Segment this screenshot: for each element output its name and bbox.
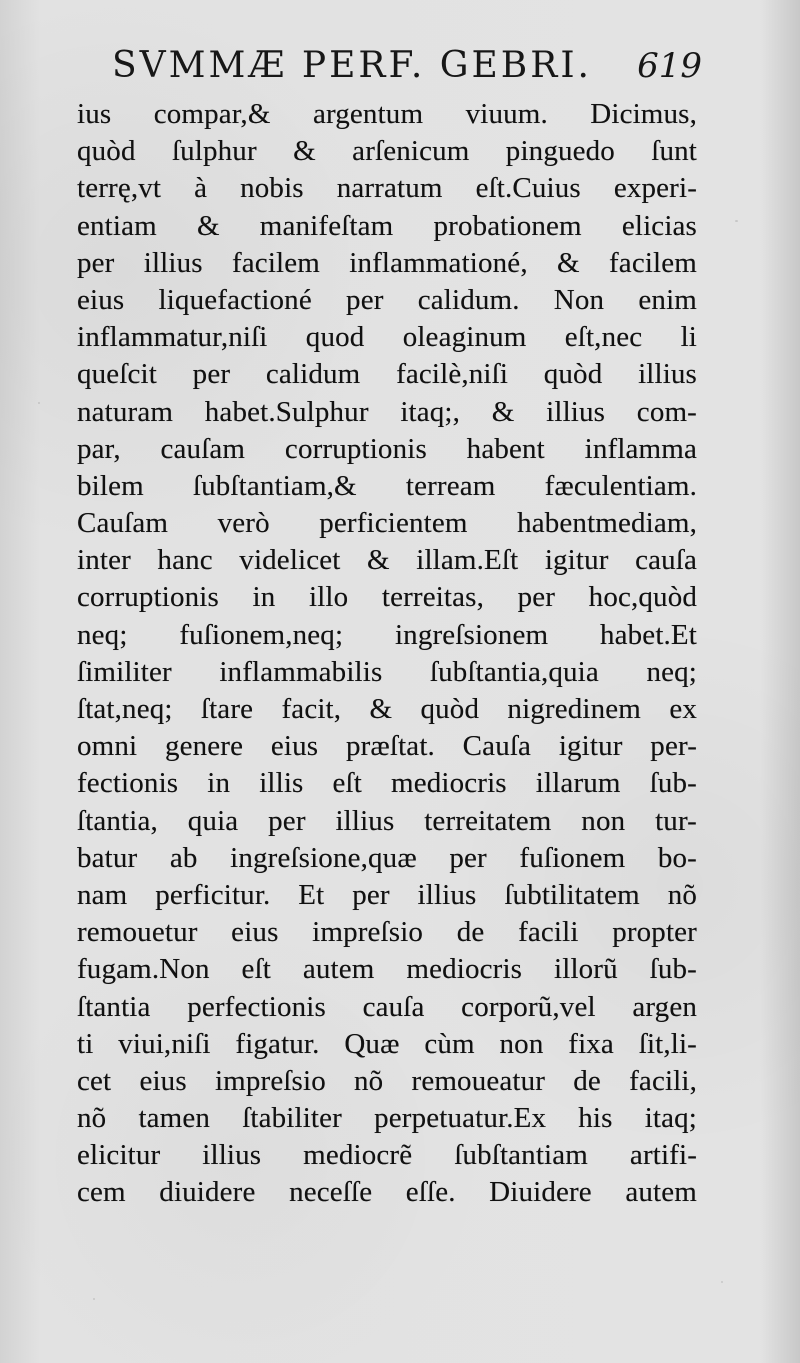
page-number: 619 <box>637 46 702 86</box>
paper-speck <box>735 220 738 222</box>
text-line: fectionis in illis eſt mediocris illarum ſub- <box>77 767 697 800</box>
text-line: cem diuidere neceſſe eſſe. Diuidere autem <box>77 1176 697 1209</box>
text-line: per illius facilem inflammationé, & facilem <box>77 246 697 279</box>
text-line: cet eius impreſsio nõ remoueatur de facili, <box>77 1064 697 1097</box>
paper-speck <box>93 1298 95 1300</box>
body-text <box>77 96 697 1212</box>
text-line: Cauſam verò perficientem habentmediam, <box>77 507 697 540</box>
text-line: nam perficitur. Et per illius ſubtilitatem nõ <box>77 878 697 911</box>
text-line: terrę,vt à nobis narratum eſt.Cuius experi- <box>77 172 697 205</box>
text-line: ti viui,niſi figatur. Quæ cùm non fixa ſit,li- <box>77 1027 697 1060</box>
page-title: SVMMÆ PERF. GEBRI. <box>112 45 592 86</box>
text-line: inflammatur,niſi quod oleaginum eſt,nec li <box>77 321 697 354</box>
text-line: inter hanc videlicet & illam.Eſt igitur cauſa <box>77 544 697 577</box>
paper-speck <box>38 402 40 404</box>
text-line: neq; fuſionem,neq; ingreſsionem habet.Et <box>77 618 697 651</box>
text-line: remouetur eius impreſsio de facili propter <box>77 916 697 949</box>
paper-speck <box>721 1281 723 1283</box>
text-line: par, cauſam corruptionis habent inflamma <box>77 432 697 465</box>
text-line: ſtantia perfectionis cauſa corporũ,vel argen <box>77 990 697 1023</box>
text-line: ſimiliter inflammabilis ſubſtantia,quia neq; <box>77 655 697 688</box>
text-line: quòd ſulphur & arſenicum pinguedo ſunt <box>77 135 697 168</box>
text-line: nõ tamen ſtabiliter perpetuatur.Ex his itaq; <box>77 1102 697 1135</box>
text-line: queſcit per calidum facilè,niſi quòd illius <box>77 358 697 391</box>
text-line: corruptionis in illo terreitas, per hoc,quòd <box>77 581 697 614</box>
text-line: fugam.Non eſt autem mediocris illorũ ſub- <box>77 953 697 986</box>
text-line: omni genere eius præſtat. Cauſa igitur per- <box>77 730 697 763</box>
text-line: eius liquefactioné per calidum. Non enim <box>77 283 697 316</box>
text-line: bilem ſubſtantiam,& terream fæculentiam. <box>77 469 697 502</box>
text-line: entiam & manifeſtam probationem elicias <box>77 209 697 242</box>
text-line: batur ab ingreſsione,quæ per fuſionem bo- <box>77 841 697 874</box>
running-head <box>112 44 702 88</box>
text-line: ſtat,neq; ſtare facit, & quòd nigredinem ex <box>77 693 697 725</box>
text-line: naturam habet.Sulphur itaq;, & illius com- <box>77 395 697 428</box>
text-line: ſtantia, quia per illius terreitatem non tur- <box>77 804 697 837</box>
text-line: elicitur illius mediocrẽ ſubſtantiam artifi- <box>77 1139 697 1172</box>
text-line: ius compar,& argentum viuum. Dicimus, <box>77 98 697 130</box>
